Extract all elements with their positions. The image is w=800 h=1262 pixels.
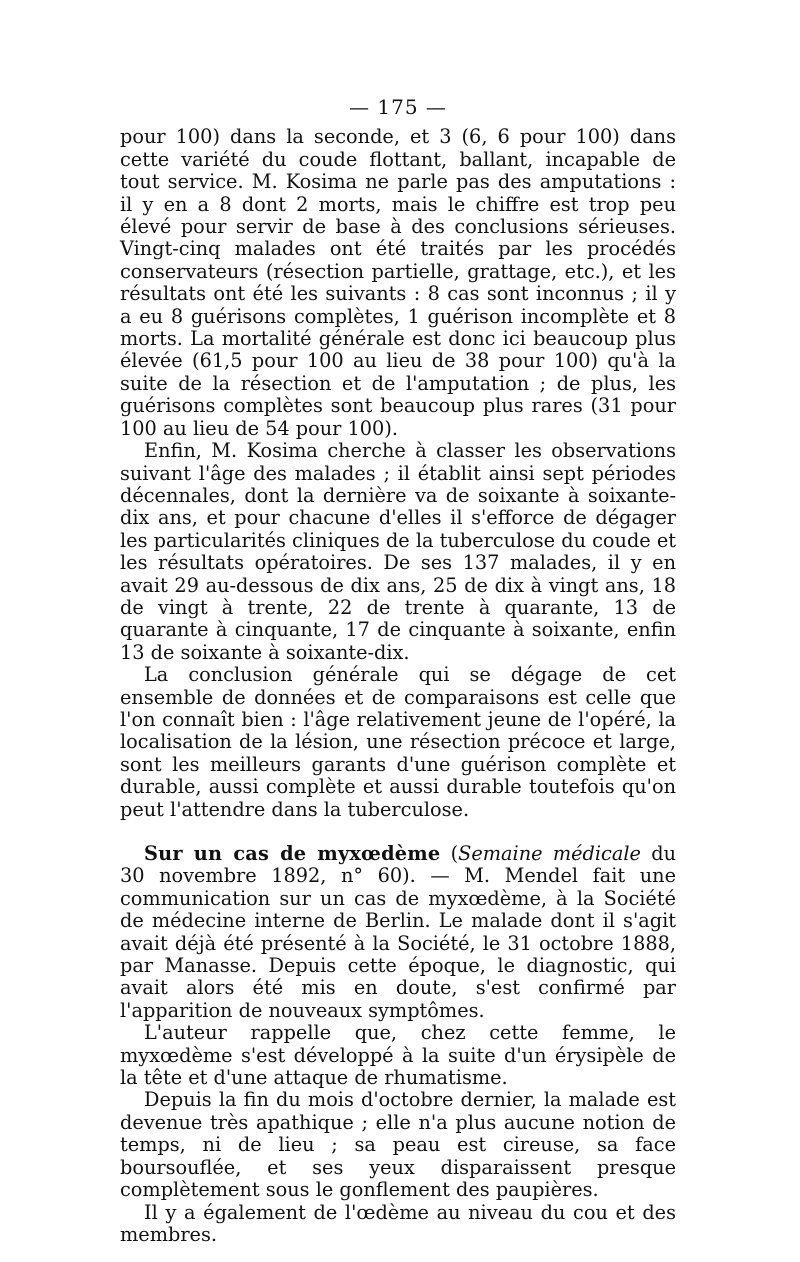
section-spacer — [120, 821, 676, 843]
paragraph-conclusion: La conclusion générale qui se dégage de cet ensemble de données et de comparaisons est celle que l'on connaît bien : l'âge relativement jeune de l'opéré, la localisation de la lésion, une résection précoce et large, sont les meilleurs garants d'une guérison complète et durable, aussi complète et aussi durable toutefois qu'on peut l'attendre dans la tuberculose. — [120, 663, 676, 821]
paragraph-oedema: Il y a également de l'œdème au niveau du cou et des membres. — [120, 1200, 676, 1246]
article-source-open: ( — [440, 842, 459, 865]
article-source-details: du 30 novembre 1892, n° 60). — M. Mendel fait une communication sur un cas de myxœdème, à la Société de médecine interne de Berlin. Le malade dont il s'agit avait déjà été présenté à la Société, le 31 octobre 1888, par Manasse. Depuis cette époque, le diagnostic, qui avait alors été mis en doute, s'est confirmé par l'apparition de nouveaux symptômes. — [120, 842, 676, 1022]
paragraph-continuation: pour 100) dans la seconde, et 3 (6, 6 pour 100) dans cette variété du coude flottant, ballant, incapable de tout service. M. Kosima ne parle pas des amputations : il y en a 8 dont 2 morts, mais le chiffre est trop peu élevé pour servir de base à des conclusions sérieuses. Vingt-cinq malades ont été traités par les procédés conservateurs (résection partielle, grattage, etc.), et les résultats ont été les suivants : 8 cas sont inconnus ; il y a eu 8 guérisons complètes, 1 guérison incomplète et 8 morts. La mortalité générale est donc ici beaucoup plus élevée (61,5 pour 100 au lieu de 38 pour 100) qu'à la suite de la résection et de l'amputation ; de plus, les guérisons complètes sont beaucoup plus rares (31 pour 100 au lieu de 54 pour 100). — [120, 125, 676, 440]
article-paragraph-myxoedeme — [120, 843, 676, 1022]
paragraph-author-recall: L'auteur rappelle que, chez cette femme, le myxœdème s'est développé à la suite d'un érysipèle de la tête et d'une attaque de rhumatisme. — [120, 1021, 676, 1090]
paragraph-symptoms: Depuis la fin du mois d'octobre dernier, la malade est devenue très apathique ; elle n'a plus aucune notion de temps, ni de lieu ; sa peau est cireuse, sa face boursouflée, et ses yeux disparaissent presque complètement sous le gonflement des paupières. — [120, 1088, 676, 1202]
article-source-journal: Semaine médicale — [458, 842, 641, 865]
article-title: Sur un cas de myxœdème — [144, 842, 441, 865]
page-number: — 175 — — [349, 95, 447, 119]
book-page — [120, 96, 676, 1246]
paragraph-age-periods: Enfin, M. Kosima cherche à classer les observations suivant l'âge des malades ; il établit ainsi sept périodes décennales, dont la dernière va de soixante à soixante-dix ans, et pour chacune d'elles il s'efforce de dégager les particularités cliniques de la tuberculose du coude et les résultats opératoires. De ses 137 malades, il y en avait 29 au-dessous de dix ans, 25 de dix à vingt ans, 18 de vingt à trente, 22 de trente à quarante, 13 de quarante à cinquante, 17 de cinquante à soixante, enfin 13 de soixante à soixante-dix. — [120, 439, 676, 664]
